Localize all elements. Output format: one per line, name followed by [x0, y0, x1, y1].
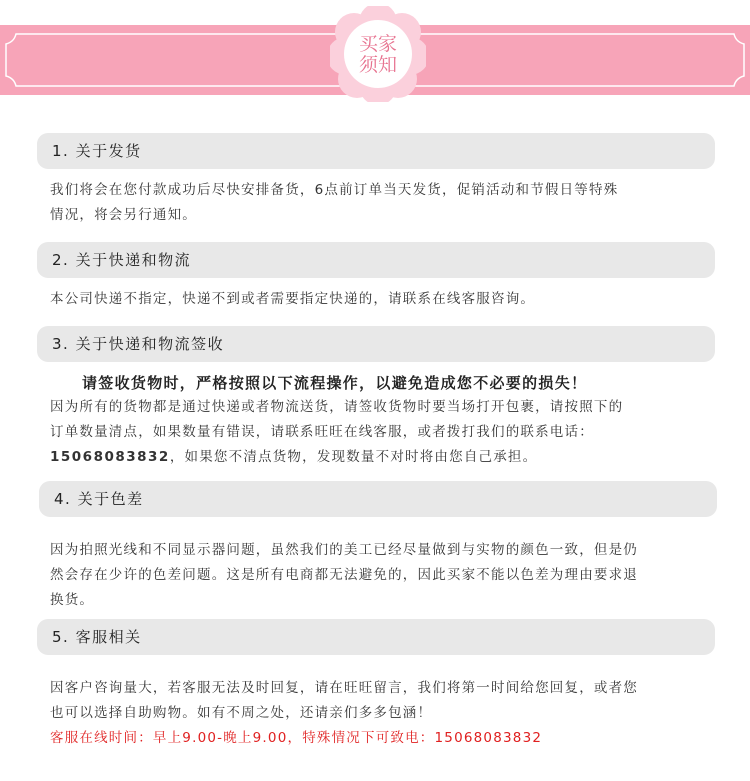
phone-number: 15068083832 — [50, 449, 170, 465]
text-line: 我们将会在您付款成功后尽快安排备货，6点前订单当天发货，促销活动和节假日等特殊 — [50, 182, 619, 198]
text-line: 也可以选择自助购物。如有不周之处，还请亲们多多包涵！ — [50, 705, 433, 721]
text-line — [50, 445, 715, 470]
section-1-body — [50, 178, 715, 228]
badge-line-1: 买家 — [358, 33, 397, 55]
text-line: 情况，将会另行通知。 — [50, 207, 197, 223]
section-5-header: 5. 客服相关 — [37, 619, 715, 655]
notice-badge — [330, 6, 426, 102]
badge-line-2: 须知 — [358, 54, 397, 76]
section-4-body — [50, 538, 715, 613]
text-line: 换货。 — [50, 592, 95, 608]
text-line: 因为所有的货物都是通过快递或者物流送货，请签收货物时要当场打开包裹，请按照下的 — [50, 399, 624, 415]
text-line: 因为拍照光线和不同显示器问题，虽然我们的美工已经尽量做到与实物的颜色一致，但是仍 — [50, 542, 638, 558]
text-line: 然会存在少许的色差问题。这是所有电商都无法避免的，因此买家不能以色差为理由要求退 — [50, 567, 638, 583]
section-3-header: 3. 关于快递和物流签收 — [37, 326, 715, 362]
text-line-tail: ，如果您不清点货物，发现数量不对时将由您自己承担。 — [169, 449, 538, 465]
text-line: 订单数量清点，如果数量有错误，请联系旺旺在线客服，或者拨打我们的联系电话： — [50, 424, 594, 440]
section-2-header: 2. 关于快递和物流 — [37, 242, 715, 278]
text-line: 本公司快递不指定，快递不到或者需要指定快递的，请联系在线客服咨询。 — [50, 291, 536, 307]
section-3-lead: 请签收货物时，严格按照以下流程操作，以避免造成您不必要的损失！ — [82, 374, 588, 392]
section-3-body — [50, 395, 715, 470]
section-4-header: 4. 关于色差 — [39, 481, 717, 517]
section-5-body — [50, 676, 715, 751]
section-2-body — [50, 287, 715, 312]
text-line: 因客户咨询量大，若客服无法及时回复，请在旺旺留言，我们将第一时间给您回复，或者您 — [50, 680, 638, 696]
service-hours: 客服在线时间：早上9.00-晚上9.00，特殊情况下可致电：15068083832 — [50, 730, 543, 746]
section-1-header: 1. 关于发货 — [37, 133, 715, 169]
